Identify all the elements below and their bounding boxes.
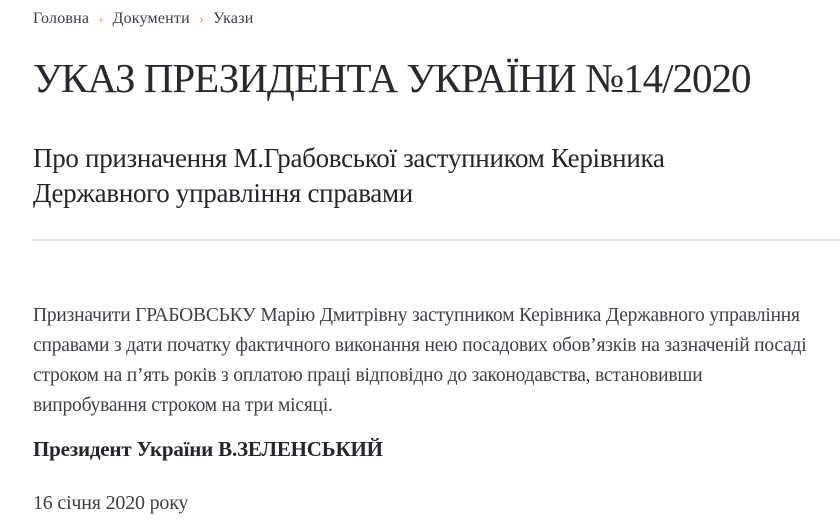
document-subtitle: Про призначення М.Грабовської заступником Керівника Державного управління справами xyxy=(33,143,665,209)
divider xyxy=(33,239,840,241)
document-date: 16 січня 2020 року xyxy=(33,492,189,515)
breadcrumb-item-decrees[interactable]: Укази xyxy=(213,10,254,27)
signature-line: Президент України В.ЗЕЛЕНСЬКИЙ xyxy=(33,437,383,462)
page-title: УКАЗ ПРЕЗИДЕНТА УКРАЇНИ №14/2020 xyxy=(33,55,751,101)
breadcrumb xyxy=(33,10,840,28)
breadcrumb-item-home[interactable]: Головна xyxy=(33,10,90,27)
document-body-text: Призначити ГРАБОВСЬКУ Марію Дмитрівну заступником Керівника Державного управління справами з дати початку фактичного виконання нею посадових обов’язків на зазначеній посаді строком на п’ять років з оплатою праці відповідно до законодавства, встановивши випробування строком на три місяці. xyxy=(33,305,807,417)
breadcrumb-item-documents[interactable]: Документи xyxy=(112,10,190,27)
chevron-right-icon: › xyxy=(98,11,104,27)
chevron-right-icon: › xyxy=(198,11,205,27)
